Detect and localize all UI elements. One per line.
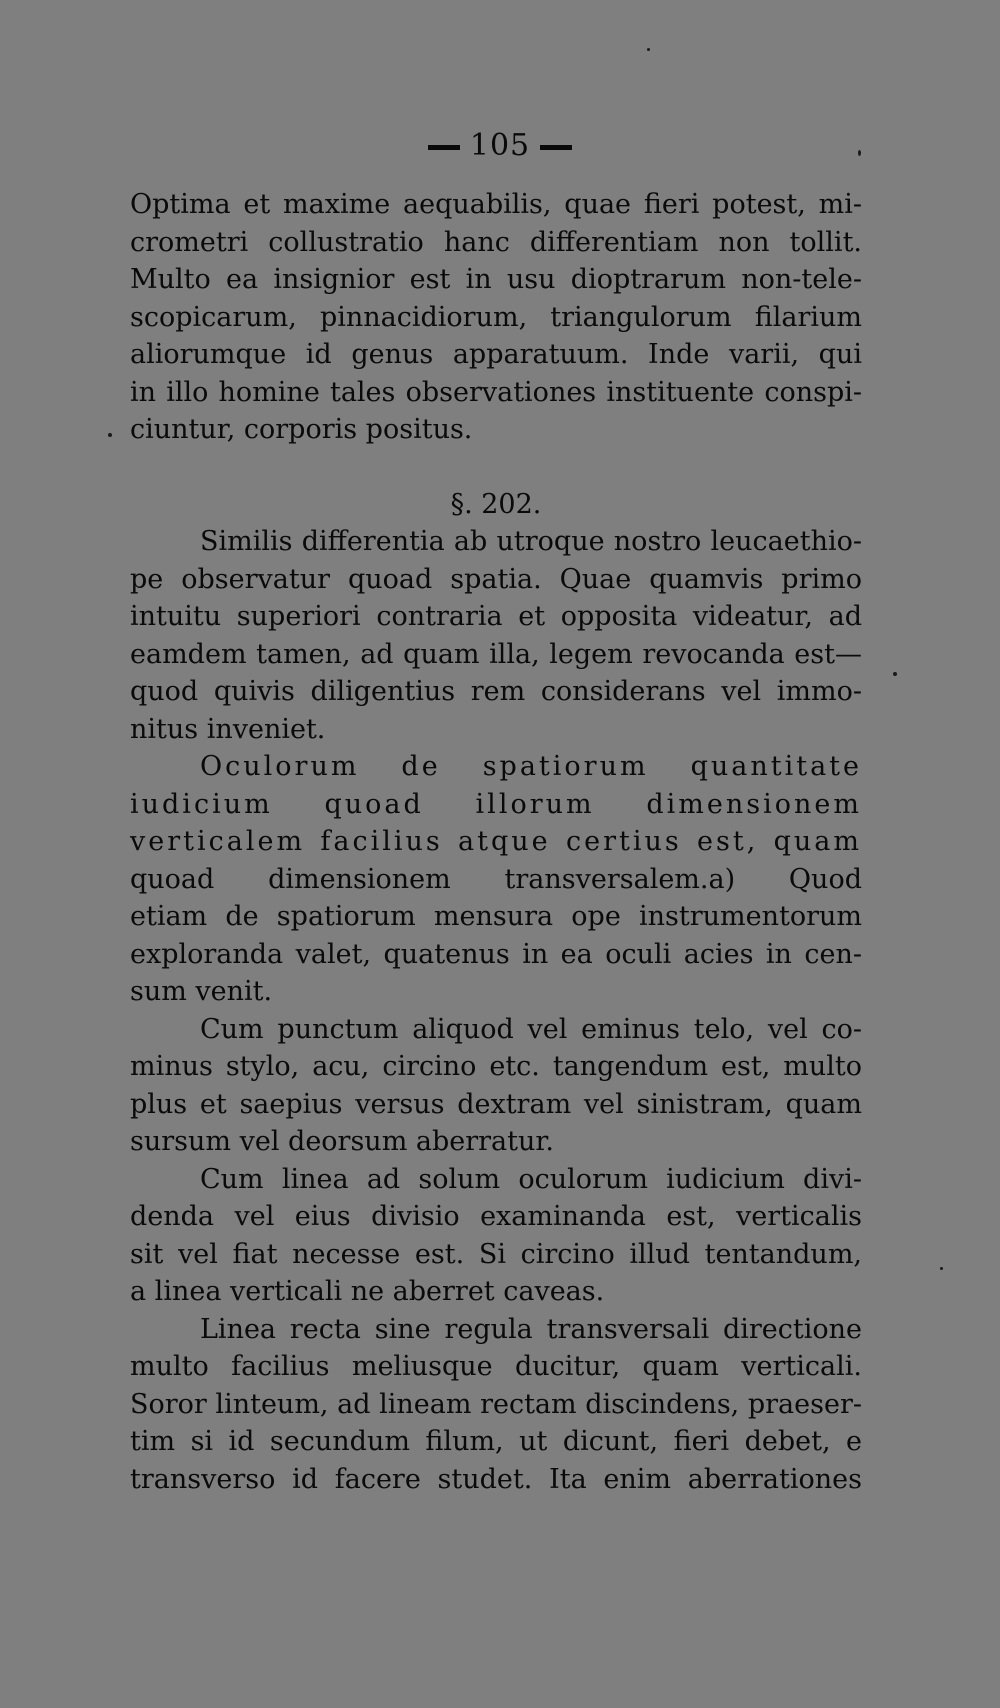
text-line: exploranda valet, quatenus in ea oculi acies in cen- xyxy=(130,938,862,970)
scan-speck xyxy=(108,433,112,437)
text-line: denda vel eius divisio examinanda est, verticalis xyxy=(130,1201,862,1232)
text-line: Soror linteum, ad lineam rectam discindens, praeser- xyxy=(130,1388,862,1420)
text-line: verticalem facilius atque certius est, quam xyxy=(130,826,862,857)
text-line: crometri collustratio hanc differentiam non tollit. xyxy=(130,226,862,258)
scan-speck xyxy=(940,1267,943,1270)
paragraph-3 xyxy=(130,748,862,1011)
text-line: Oculorum de spatiorum quantitate xyxy=(200,751,862,782)
text-line: Similis differentia ab utroque nostro leucaethio- xyxy=(200,526,862,557)
text-line: nitus inveniet. xyxy=(130,713,326,745)
text-line: sit vel fiat necesse est. Si circino illud tentandum, xyxy=(130,1238,862,1270)
text-line: eamdem tamen, ad quam illa, legem revocanda est— xyxy=(130,638,862,670)
text-line: quoad dimensionem transversalem.a) Quod xyxy=(130,863,862,895)
text-line: in illo homine tales observationes instituente conspi- xyxy=(130,376,862,408)
header-dash-left xyxy=(428,145,460,150)
scan-speck xyxy=(647,48,650,51)
text-line: minus stylo, acu, circino etc. tangendum est, multo xyxy=(130,1051,862,1082)
text-line: Multo ea insignior est in usu dioptrarum non-tele- xyxy=(130,264,862,295)
body-text xyxy=(130,186,862,1498)
paragraph-6 xyxy=(130,1311,862,1499)
text-line: Linea recta sine regula transversali directione xyxy=(200,1313,862,1345)
paragraph-2 xyxy=(130,523,862,748)
paragraph-4 xyxy=(130,1011,862,1161)
text-line: etiam de spatiorum mensura ope instrumentorum xyxy=(130,901,862,932)
text-line: aliorumque id genus apparatuum. Inde varii, qui xyxy=(130,339,862,370)
text-line: iudicium quoad illorum dimensionem xyxy=(130,788,862,820)
section-heading: §. 202. xyxy=(450,488,542,520)
text-line: intuitu superiori contraria et opposita videatur, ad xyxy=(130,601,862,632)
text-line: sum venit. xyxy=(130,976,273,1007)
paragraph-5 xyxy=(130,1161,862,1311)
text-line: sursum vel deorsum aberratur. xyxy=(130,1126,554,1157)
text-line: transverso id facere studet. Ita enim aberrationes xyxy=(130,1463,862,1495)
text-line: Cum linea ad solum oculorum iudicium divi- xyxy=(200,1163,862,1195)
text-line: scopicarum, pinnacidiorum, triangulorum filarium xyxy=(130,301,862,333)
page-header xyxy=(0,128,1000,163)
text-line: tim si id secundum filum, ut dicunt, fieri debet, e xyxy=(130,1426,862,1457)
text-line: Optima et maxime aequabilis, quae fieri potest, mi- xyxy=(130,189,862,220)
scan-speck xyxy=(893,672,897,676)
text-line: a linea verticali ne aberret caveas. xyxy=(130,1276,605,1307)
text-line: Cum punctum aliquod vel eminus telo, vel co- xyxy=(200,1013,862,1045)
page-number: 105 xyxy=(469,128,531,163)
text-line: quod quivis diligentius rem considerans vel immo- xyxy=(130,676,862,707)
text-line: multo facilius meliusque ducitur, quam verticali. xyxy=(130,1351,862,1382)
text-line: plus et saepius versus dextram vel sinistram, quam xyxy=(130,1088,862,1120)
text-line: pe observatur quoad spatia. Quae quamvis primo xyxy=(130,563,862,595)
paragraph-1 xyxy=(130,186,862,449)
header-dash-right xyxy=(540,145,572,150)
text-line: ciuntur, corporis positus. xyxy=(130,414,473,445)
scan-speck xyxy=(858,150,861,156)
